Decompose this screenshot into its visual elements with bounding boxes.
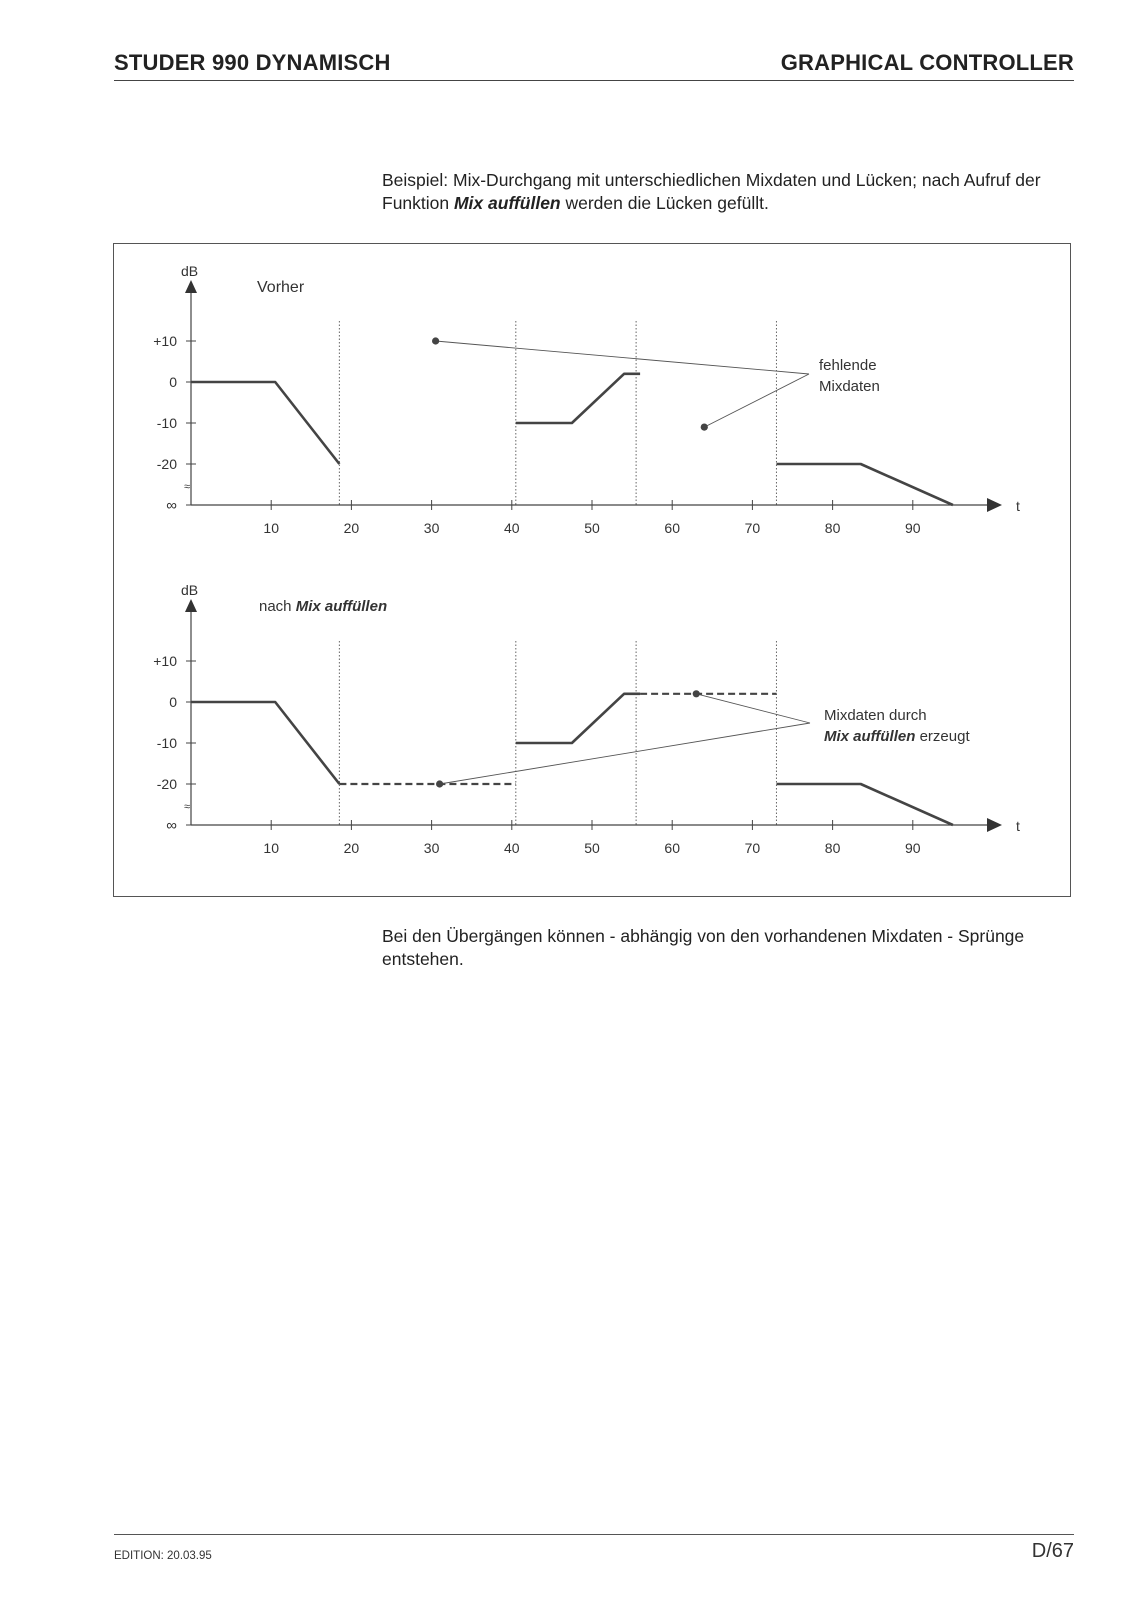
annotation-text: fehlende — [819, 357, 877, 374]
header-rule — [114, 80, 1074, 81]
annotation-text: Mixdaten durch — [824, 707, 927, 724]
series-line — [516, 694, 640, 743]
annotation-leader-line — [436, 341, 809, 374]
intro-text-emph: Mix auffüllen — [453, 193, 561, 213]
x-tick-label: 10 — [263, 840, 279, 856]
chart-2 — [153, 582, 1020, 856]
x-tick-label: 40 — [504, 520, 520, 536]
x-axis-arrow-icon — [987, 498, 1002, 512]
x-tick-label: 60 — [664, 840, 680, 856]
y-tick-label: 0 — [169, 694, 177, 710]
annotation-marker — [701, 424, 708, 431]
footer-page-number: D/67 — [1031, 1540, 1074, 1562]
footer-edition: EDITION: 20.03.95 — [114, 1550, 212, 1562]
x-tick-label: 80 — [824, 840, 841, 856]
annotation-leader-line — [704, 374, 809, 427]
series-line — [191, 382, 339, 464]
y-tick-label-infinity: ∞ — [166, 817, 177, 834]
x-axis-label: t — [1016, 818, 1020, 834]
x-tick-label: 70 — [744, 520, 761, 536]
annotation-leader-line — [440, 723, 810, 784]
x-tick-label: 10 — [263, 520, 279, 536]
x-tick-label: 50 — [584, 520, 600, 536]
x-tick-label: 90 — [905, 520, 921, 536]
x-tick-label: 40 — [504, 840, 520, 856]
chart-title: Vorher — [257, 279, 305, 296]
x-tick-label: 20 — [343, 840, 360, 856]
annotation-text — [824, 728, 970, 745]
y-tick-label: -10 — [156, 415, 177, 431]
intro-text-post: werden die Lücken gefüllt. — [560, 193, 769, 213]
annotation-text-post: erzeugt — [915, 728, 970, 745]
annotation-marker — [436, 780, 443, 787]
x-tick-label: 20 — [343, 520, 360, 536]
figure-svg — [114, 244, 1070, 896]
y-tick-label: -10 — [156, 735, 177, 751]
y-axis-label: dB — [181, 263, 199, 279]
axis-break-icon: ≈ — [183, 801, 191, 813]
intro-paragraph — [382, 169, 1076, 215]
figure-frame — [113, 243, 1071, 897]
annotation-leader-line — [696, 694, 810, 723]
x-tick-label: 60 — [664, 520, 680, 536]
header-title-right: GRAPHICAL CONTROLLER — [780, 50, 1074, 75]
y-tick-label: 0 — [169, 374, 177, 390]
annotation-marker — [432, 337, 439, 344]
chart-title-emph: Mix auffüllen — [295, 598, 388, 615]
series-line — [191, 702, 339, 784]
y-tick-label: +10 — [153, 333, 177, 349]
x-tick-label: 80 — [824, 520, 841, 536]
x-axis-label: t — [1016, 498, 1020, 514]
x-tick-label: 30 — [423, 840, 440, 856]
axis-break-icon: ≈ — [183, 481, 191, 493]
series-line — [777, 464, 953, 505]
outro-paragraph: Bei den Übergängen können - abhängig von den vorhandenen Mixdaten - Sprünge entstehen. — [382, 926, 1025, 969]
annotation-text-emph: Mix auffüllen — [824, 728, 916, 745]
x-tick-label: 50 — [584, 840, 600, 856]
x-tick-label: 90 — [905, 840, 921, 856]
chart-title-pre: nach — [259, 598, 296, 615]
x-tick-label: 70 — [744, 840, 761, 856]
footer-rule — [114, 1534, 1074, 1535]
annotation-text: Mixdaten — [819, 378, 880, 395]
y-tick-label: -20 — [156, 456, 177, 472]
header-title-left: STUDER 990 DYNAMISCH — [114, 50, 391, 75]
y-axis-label: dB — [181, 582, 199, 598]
annotation-marker — [693, 690, 700, 697]
y-axis-arrow-icon — [185, 599, 197, 612]
y-tick-label-infinity: ∞ — [166, 497, 177, 514]
x-axis-arrow-icon — [987, 818, 1002, 832]
intro-text-pre: Beispiel: Mix-Durchgang mit unterschiedlichen Mixdaten und Lücken; nach Aufruf der Funktion — [382, 170, 1041, 213]
series-line — [516, 374, 640, 423]
y-tick-label: -20 — [156, 776, 177, 792]
chart-title — [259, 598, 387, 615]
y-axis-arrow-icon — [185, 280, 197, 293]
chart-1 — [153, 263, 1020, 536]
series-line — [777, 784, 953, 825]
y-tick-label: +10 — [153, 653, 177, 669]
x-tick-label: 30 — [423, 520, 440, 536]
